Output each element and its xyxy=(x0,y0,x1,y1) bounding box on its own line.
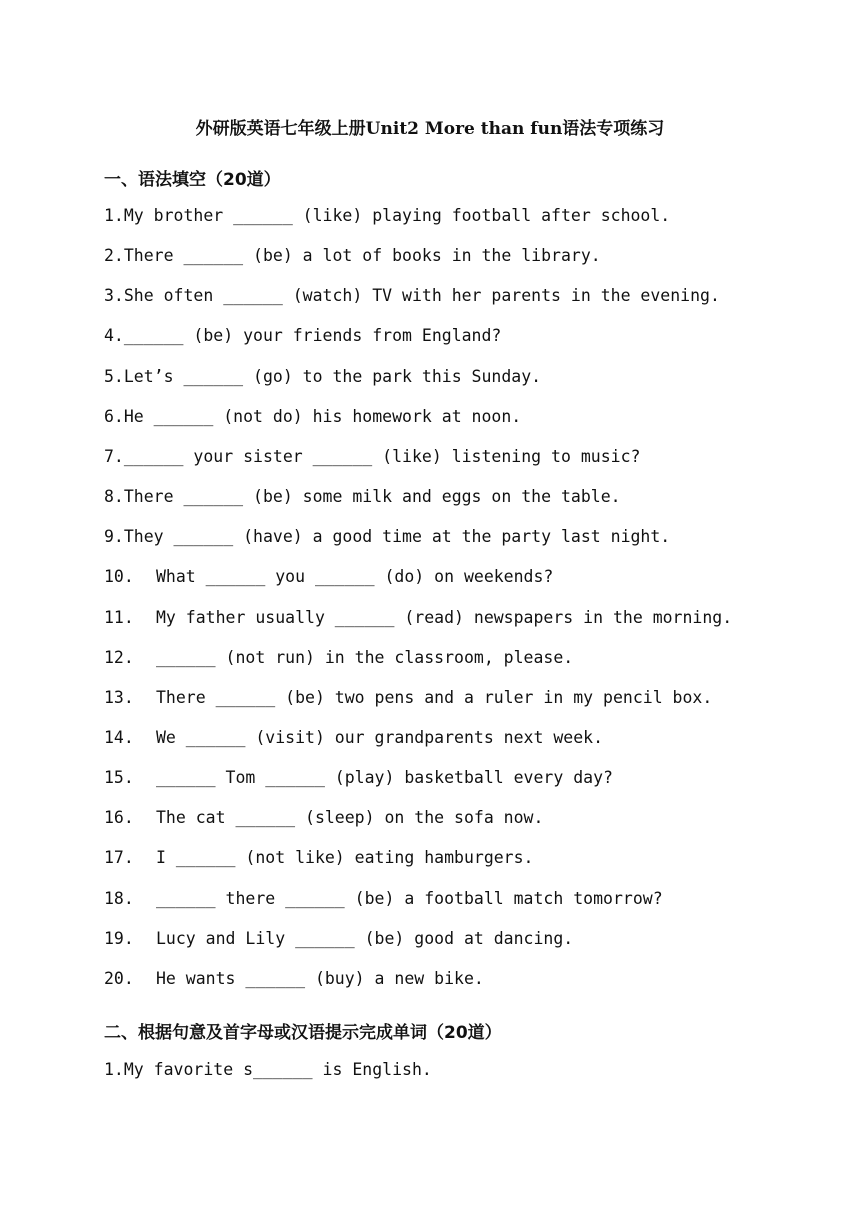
question-number: 9. xyxy=(104,527,124,547)
question-number: 2. xyxy=(104,246,124,266)
question-number: 4. xyxy=(104,326,124,346)
question-item xyxy=(104,727,603,749)
question-number: 16. xyxy=(104,808,134,828)
section-2-heading: 二、根据句意及首字母或汉语提示完成单词（20道） xyxy=(104,1023,502,1043)
question-number: 12. xyxy=(104,647,134,667)
question-number: 15. xyxy=(104,768,134,788)
question-item xyxy=(104,647,573,669)
question-text: Let’s ______ (go) to the park this Sunday. xyxy=(123,366,542,386)
question-number: 10. xyxy=(104,567,134,587)
question-text: My brother ______ (like) playing football after school. xyxy=(123,206,671,225)
question-text: The cat ______ (sleep) on the sofa now. xyxy=(156,808,544,828)
question-text: He ______ (not do) his homework at noon. xyxy=(123,406,522,426)
question-item xyxy=(104,486,621,508)
question-text: My favorite s______ is English. xyxy=(123,1060,432,1079)
question-number: 8. xyxy=(104,487,124,507)
question-text: ______ (be) your friends from England? xyxy=(123,326,502,346)
question-text: There ______ (be) a lot of books in the library. xyxy=(123,246,601,266)
question-item xyxy=(104,1059,432,1081)
question-number: 7. xyxy=(104,446,124,466)
question-text: My father usually ______ (read) newspapers in the morning. xyxy=(156,607,733,627)
question-item xyxy=(104,847,534,869)
question-item xyxy=(104,205,670,227)
question-item xyxy=(104,607,732,629)
question-number: 6. xyxy=(104,406,124,426)
question-text: I ______ (not like) eating hamburgers. xyxy=(156,848,534,868)
question-text: ______ Tom ______ (play) basketball every day? xyxy=(156,768,613,788)
question-number: 14. xyxy=(104,727,134,747)
question-number: 11. xyxy=(104,607,134,627)
question-item xyxy=(104,888,663,910)
question-number: 18. xyxy=(104,888,134,908)
question-item xyxy=(104,928,573,950)
question-text: There ______ (be) some milk and eggs on the table. xyxy=(123,487,621,507)
question-number: 17. xyxy=(104,848,134,868)
question-text: What ______ you ______ (do) on weekends? xyxy=(156,567,554,587)
question-number: 3. xyxy=(104,286,124,306)
question-number: 1. xyxy=(104,206,124,225)
question-item xyxy=(104,245,601,267)
question-number: 20. xyxy=(104,968,134,988)
section-1-heading: 一、语法填空（20道） xyxy=(104,170,281,190)
question-text: She often ______ (watch) TV with her parents in the evening. xyxy=(123,286,720,306)
question-item xyxy=(104,325,501,347)
question-item xyxy=(104,406,521,428)
question-text: They ______ (have) a good time at the party last night. xyxy=(123,527,671,547)
question-text: ______ there ______ (be) a football match tomorrow? xyxy=(156,888,663,908)
question-text: ______ your sister ______ (like) listening to music? xyxy=(123,446,641,466)
question-number: 13. xyxy=(104,687,134,707)
question-item xyxy=(104,366,541,388)
question-number: 1. xyxy=(104,1060,124,1079)
question-text: There ______ (be) two pens and a ruler in my pencil box. xyxy=(156,687,713,707)
question-text: ______ (not run) in the classroom, please. xyxy=(156,647,574,667)
question-text: Lucy and Lily ______ (be) good at dancing. xyxy=(156,928,574,948)
question-number: 19. xyxy=(104,928,134,948)
question-item xyxy=(104,566,553,588)
question-text: We ______ (visit) our grandparents next week. xyxy=(156,727,604,747)
question-number: 5. xyxy=(104,366,124,386)
question-item xyxy=(104,285,720,307)
question-item xyxy=(104,968,484,990)
question-item xyxy=(104,807,543,829)
question-item xyxy=(104,767,613,789)
question-item xyxy=(104,446,640,468)
question-item xyxy=(104,687,712,709)
document-title: 外研版英语七年级上册Unit2 More than fun语法专项练习 xyxy=(195,119,665,139)
question-item xyxy=(104,526,670,548)
question-text: He wants ______ (buy) a new bike. xyxy=(156,968,484,988)
